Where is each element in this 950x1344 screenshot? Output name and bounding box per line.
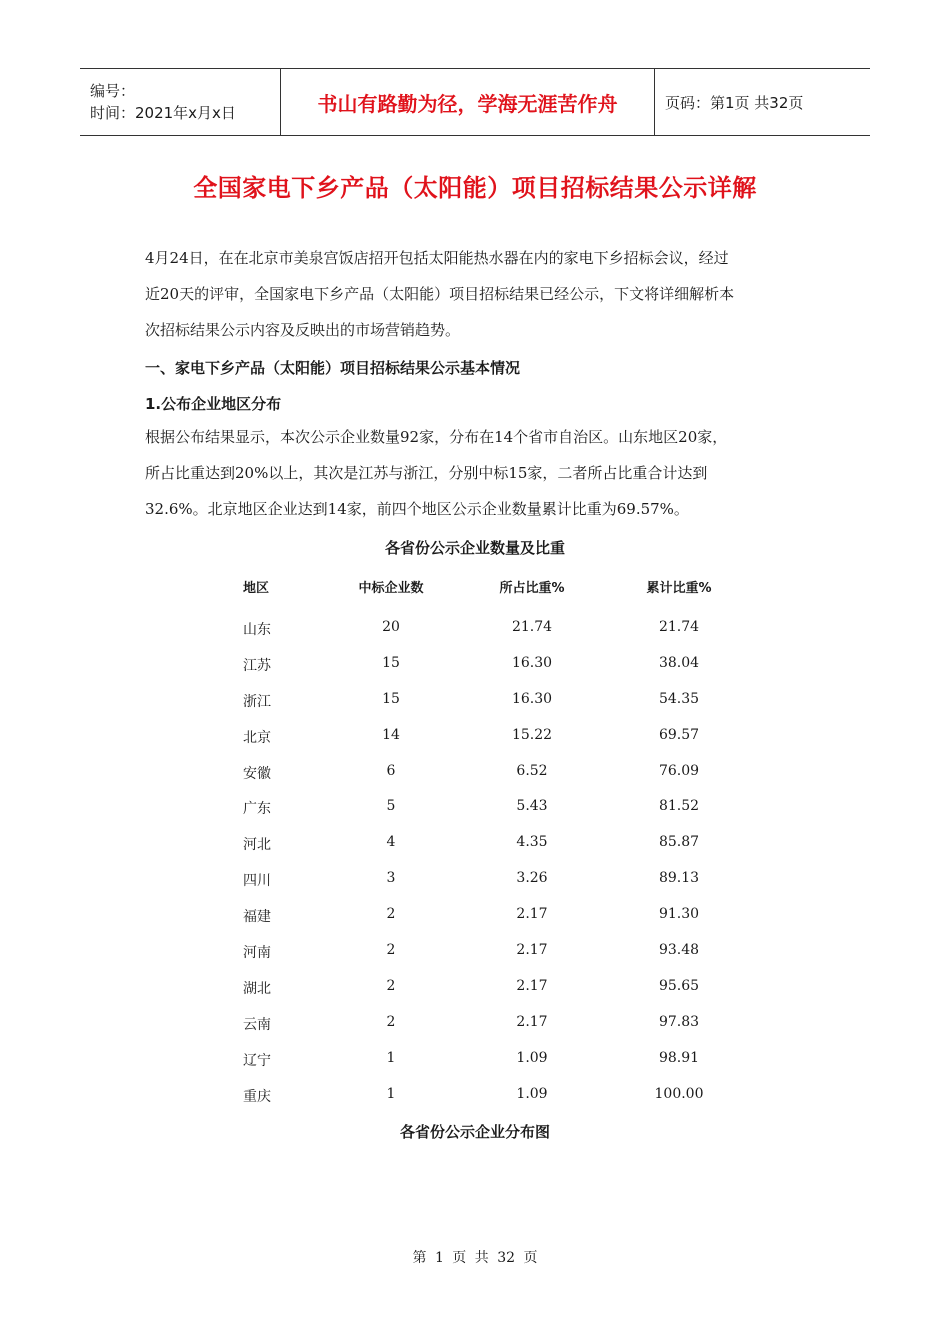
cell-cumulative: 21.74	[658, 619, 700, 635]
cell-region: 安徽	[243, 765, 271, 782]
cell-share: 2.17	[516, 1013, 548, 1030]
cell-region: 湖北	[243, 980, 271, 997]
cell-share: 4.35	[516, 834, 548, 851]
cell-cumulative: 85.87	[658, 834, 700, 851]
cell-region: 福建	[243, 909, 271, 926]
column-header-cumulative: 累计比重%	[646, 581, 712, 596]
subsection-heading: 1.公布企业地区分布	[145, 395, 282, 413]
cell-count: 15	[382, 690, 400, 707]
cell-cumulative: 38.04	[658, 654, 700, 671]
cell-region: 江苏	[243, 657, 271, 674]
intro-line: 4月24日，在在北京市美泉宫饭店招开包括太阳能热水器在内的家电下乡招标会议，经过	[145, 249, 729, 267]
body-paragraph	[145, 419, 815, 527]
column-header-region: 地区	[243, 581, 270, 596]
document-title: 全国家电下乡产品（太阳能）项目招标结果公示详解	[193, 174, 757, 202]
intro-paragraph	[145, 240, 815, 348]
page-code: 页码：第1页 共32页	[655, 69, 871, 136]
cell-share: 2.17	[516, 977, 548, 994]
section-heading: 一、家电下乡产品（太阳能）项目招标结果公示基本情况	[145, 359, 521, 377]
cell-cumulative: 89.13	[658, 870, 700, 887]
cell-count: 6	[386, 762, 396, 779]
cell-cumulative: 76.09	[658, 762, 700, 779]
table-row	[0, 970, 950, 1006]
cell-cumulative: 93.48	[658, 942, 700, 959]
cell-count: 2	[386, 977, 396, 994]
cell-share: 16.30	[511, 690, 553, 707]
cell-share: 16.30	[511, 654, 553, 671]
document-header	[80, 68, 870, 136]
number-label: 编号：	[90, 82, 136, 100]
cell-share: 1.09	[516, 1049, 548, 1066]
body-line: 所占比重达到20%以上，其次是江苏与浙江，分别中标15家，二者所占比重合计达到	[145, 464, 708, 482]
cell-region: 重庆	[243, 1088, 271, 1105]
cell-cumulative: 81.52	[658, 798, 700, 815]
cell-region: 山东	[243, 622, 271, 638]
cell-share: 3.26	[516, 870, 548, 887]
intro-line: 次招标结果公示内容及反映出的市场营销趋势。	[145, 321, 461, 339]
cell-count: 2	[386, 942, 396, 959]
table-row	[0, 898, 950, 934]
cell-cumulative: 95.65	[658, 977, 700, 994]
cell-region: 云南	[243, 1016, 271, 1033]
table-row	[0, 1042, 950, 1078]
time-label: 时间：2021年x月x日	[90, 104, 236, 122]
table-title: 各省份公示企业数量及比重	[384, 539, 565, 557]
cell-region: 浙江	[243, 693, 271, 710]
cell-region: 辽宁	[243, 1052, 271, 1069]
cell-cumulative: 97.83	[658, 1013, 700, 1030]
header-motto: 书山有路勤为径，学海无涯苦作舟	[281, 69, 655, 136]
column-header-share: 所占比重%	[499, 581, 565, 596]
cell-count: 4	[386, 834, 396, 851]
table-row	[0, 719, 950, 755]
chart-title: 各省份公示企业分布图	[399, 1123, 550, 1141]
cell-count: 14	[382, 726, 400, 743]
body-line: 根据公布结果显示，本次公示企业数量92家，分布在14个省市自治区。山东地区20家，	[145, 428, 728, 446]
cell-cumulative: 100.00	[654, 1085, 704, 1102]
cell-cumulative: 69.57	[658, 726, 700, 743]
table-row	[0, 755, 950, 791]
column-header-count: 中标企业数	[358, 581, 424, 596]
cell-share: 1.09	[516, 1085, 548, 1102]
cell-share: 5.43	[516, 798, 548, 815]
table-body	[0, 611, 950, 1113]
cell-cumulative: 54.35	[658, 690, 700, 707]
table-row	[0, 826, 950, 862]
intro-line: 近20天的评审，全国家电下乡产品（太阳能）项目招标结果已经公示，下文将详细解析本	[145, 285, 735, 303]
cell-region: 四川	[243, 873, 271, 890]
table-row	[0, 862, 950, 898]
cell-count: 1	[386, 1085, 396, 1102]
table-row	[0, 790, 950, 826]
cell-share: 21.74	[511, 619, 553, 635]
cell-count: 1	[386, 1049, 396, 1066]
table-row	[0, 1078, 950, 1114]
cell-cumulative: 98.91	[658, 1049, 700, 1066]
cell-region: 河北	[243, 837, 271, 854]
page-footer: 第 1 页 共 32 页	[412, 1250, 538, 1266]
cell-cumulative: 91.30	[658, 906, 700, 923]
cell-share: 2.17	[516, 906, 548, 923]
body-line: 32.6%。北京地区企业达到14家，前四个地区公示企业数量累计比重为69.57%。	[145, 500, 689, 518]
cell-count: 3	[386, 870, 396, 887]
cell-region: 河南	[243, 945, 271, 962]
cell-share: 6.52	[516, 762, 548, 779]
cell-share: 2.17	[516, 942, 548, 959]
header-meta	[80, 69, 281, 136]
cell-region: 北京	[243, 729, 271, 746]
table-row	[0, 934, 950, 970]
table-row	[0, 683, 950, 719]
table-row	[0, 611, 950, 647]
cell-count: 20	[382, 619, 400, 635]
cell-count: 5	[386, 798, 396, 815]
cell-share: 15.22	[511, 726, 553, 743]
table-row	[0, 1006, 950, 1042]
cell-count: 2	[386, 1013, 396, 1030]
cell-count: 2	[386, 906, 396, 923]
table-row	[0, 647, 950, 683]
cell-region: 广东	[243, 801, 271, 818]
cell-count: 15	[382, 654, 400, 671]
